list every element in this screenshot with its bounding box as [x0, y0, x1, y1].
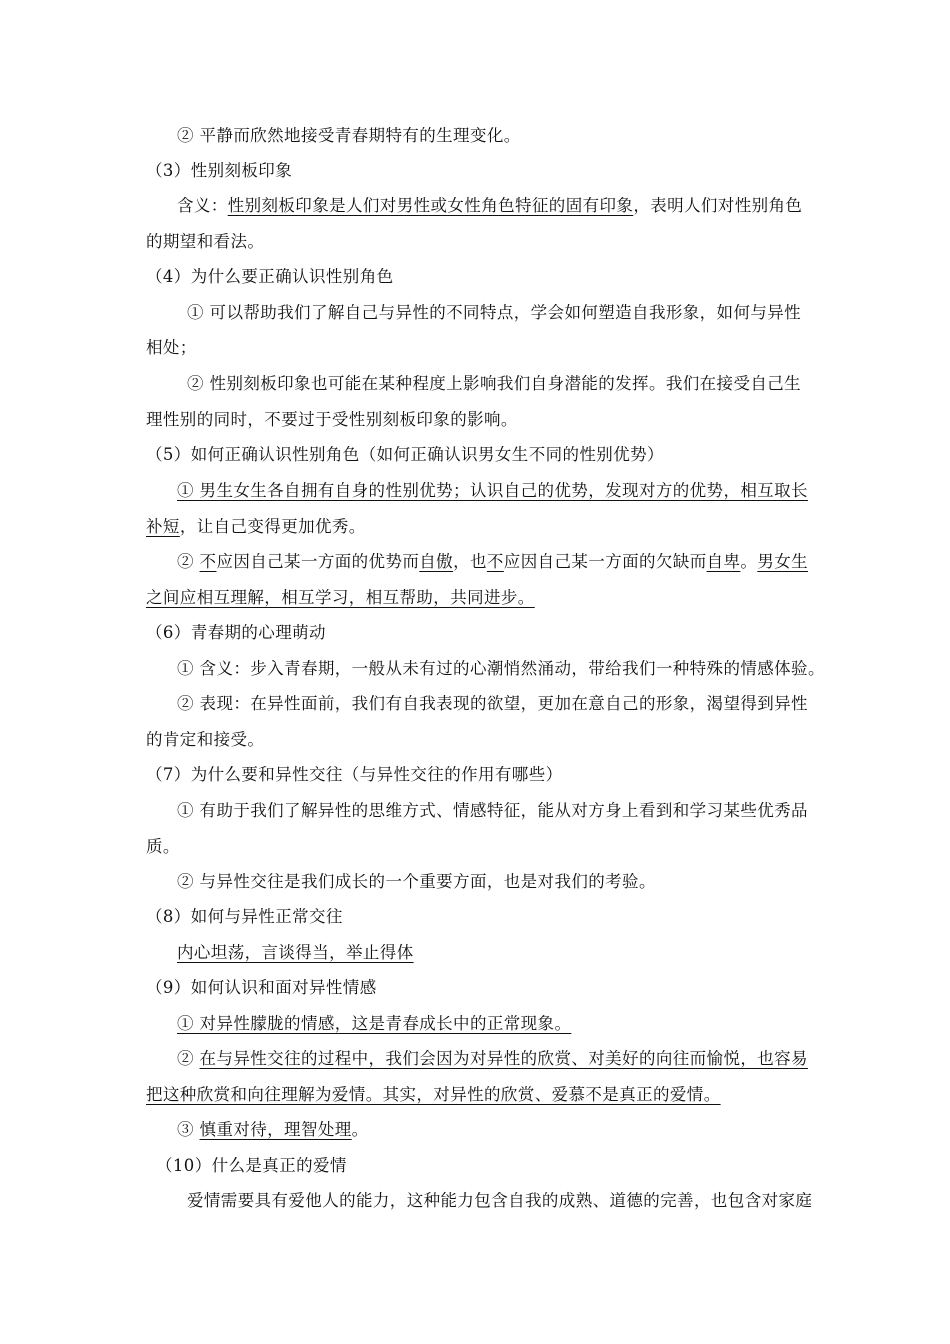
line-text: 应因自己某一方面的优势而 [216, 552, 420, 571]
line-text: ② 平静而欣然地接受青春期特有的生理变化。 [177, 126, 521, 145]
line-14 [146, 588, 535, 608]
line-text: （3）性别刻板印象 [146, 161, 293, 180]
line-19 [146, 765, 563, 785]
underlined-text: 自卑 [706, 552, 741, 571]
underlined-text: ① 对异性朦胧的情感，这是青春成长中的正常现象。 [177, 1014, 572, 1033]
underlined-text: 内心坦荡，言谈得当，举止得体 [177, 943, 414, 962]
line-text: （8）如何与异性正常交往 [146, 907, 343, 926]
line-text: ③ [177, 1120, 200, 1139]
line-6 [187, 303, 801, 323]
underlined-text: 男女生 [757, 552, 809, 571]
line-28 [146, 1085, 721, 1105]
line-15 [146, 623, 326, 643]
underlined-text: 性别刻板印象是人们对男性或女性角色特征的固有印象 [227, 196, 634, 215]
line-text: （4）为什么要正确认识性别角色 [146, 267, 394, 286]
underlined-text: 把这种欣赏和向往理解为爱情。其实，对异性的欣赏、爱慕不是真正的爱情。 [146, 1085, 721, 1104]
line-text: 爱情需要具有爱他人的能力，这种能力包含自我的成熟、道德的完善，也包含对家庭 [187, 1191, 813, 1210]
underlined-text: 不 [199, 552, 217, 571]
line-text: 。 [740, 552, 758, 571]
line-16 [177, 659, 825, 679]
line-text: ① 有助于我们了解异性的思维方式、情感特征，能从对方身上看到和学习某些优秀品 [177, 801, 808, 820]
line-text: 的期望和看法。 [146, 232, 265, 251]
line-text: 的肯定和接受。 [146, 730, 265, 749]
line-18 [146, 730, 264, 750]
line-text: 质。 [146, 837, 180, 856]
line-22 [177, 872, 656, 892]
line-text: ② 性别刻板印象也可能在某种程度上影响我们自身潜能的发挥。我们在接受自己生 [187, 374, 802, 393]
line-8 [187, 374, 801, 394]
line-2 [146, 161, 292, 181]
line-text: 理性别的同时，不要过于受性别刻板印象的影响。 [146, 410, 518, 429]
line-text: ② 表现：在异性面前，我们有自我表现的欲望，更加在意自己的形象，渴望得到异性 [177, 694, 808, 713]
line-4 [146, 232, 264, 252]
line-text: （10）什么是真正的爱情 [156, 1156, 347, 1175]
underlined-text: 自傲 [419, 552, 454, 571]
line-text: ① 含义：步入青春期，一般从未有过的心潮悄然涌动，带给我们一种特殊的情感体验。 [177, 659, 825, 678]
underlined-text: 之间应相互理解，相互学习，相互帮助，共同进步。 [146, 588, 535, 607]
line-12 [146, 517, 366, 537]
line-20 [177, 801, 808, 821]
underlined-text: 在与异性交往的过程中，我们会因为对异性的欣赏、对美好的向往而愉悦，也容易 [199, 1049, 808, 1068]
line-1 [177, 126, 521, 146]
line-text: 含义： [177, 196, 228, 215]
line-11 [177, 481, 808, 501]
line-text: ，表明人们对性别角色 [633, 196, 803, 215]
line-text: ，也 [453, 552, 487, 571]
line-text: （5）如何正确认识性别角色（如何正确认识男女生不同的性别优势） [146, 445, 664, 464]
line-26 [177, 1014, 571, 1034]
line-5 [146, 267, 394, 287]
line-7 [146, 338, 197, 358]
line-13 [177, 552, 808, 572]
line-text: （6）青春期的心理萌动 [146, 623, 326, 642]
line-24 [177, 943, 414, 963]
line-21 [146, 837, 180, 857]
underlined-text: 不 [486, 552, 504, 571]
line-17 [177, 694, 808, 714]
line-text: 。 [351, 1120, 369, 1139]
line-text: （9）如何认识和面对异性情感 [146, 978, 377, 997]
underlined-text: 慎重对待，理智处理 [199, 1120, 352, 1139]
line-text: ② [177, 552, 200, 571]
line-text: ① 可以帮助我们了解自己与异性的不同特点，学会如何塑造自我形象，如何与异性 [187, 303, 802, 322]
line-31 [187, 1191, 812, 1211]
line-text: （7）为什么要和异性交往（与异性交往的作用有哪些） [146, 765, 563, 784]
line-10 [146, 445, 664, 465]
line-text: ② [177, 1049, 200, 1068]
line-23 [146, 907, 343, 927]
line-29 [177, 1120, 369, 1140]
line-text: ，让自己变得更加优秀。 [179, 517, 366, 536]
underlined-text: 补短 [146, 517, 180, 536]
line-30 [156, 1156, 347, 1176]
line-27 [177, 1049, 808, 1069]
line-3 [177, 196, 802, 216]
line-25 [146, 978, 377, 998]
line-text: 相处； [146, 338, 197, 357]
line-text: 应因自己某一方面的欠缺而 [503, 552, 707, 571]
line-9 [146, 410, 518, 430]
underlined-text: ① 男生女生各自拥有自身的性别优势；认识自己的优势，发现对方的优势，相互取长 [177, 481, 808, 500]
line-text: ② 与异性交往是我们成长的一个重要方面，也是对我们的考验。 [177, 872, 656, 891]
